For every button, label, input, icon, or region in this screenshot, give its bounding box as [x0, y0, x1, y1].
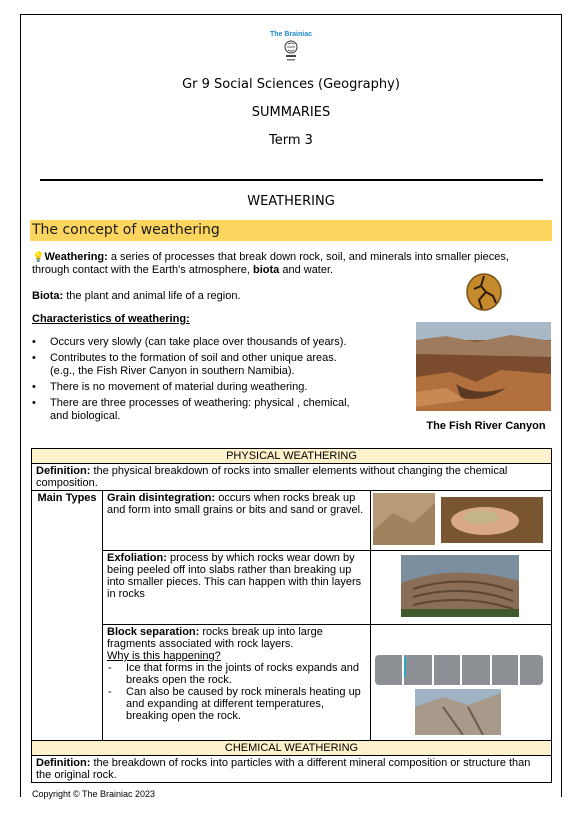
copyright: Copyright © The Brainiac 2023 — [32, 789, 156, 799]
table-heading: CHEMICAL WEATHERING — [32, 741, 552, 756]
term-label: Term 3 — [269, 133, 313, 148]
canyon-photo — [416, 322, 551, 411]
table-row: Block separation: rocks break up into large fragments associated with rock layers. Why is this happening? - Ice that forms in the joints of rocks expands and breaks open the rock. - Can also be caused by rock minerals heating up and expanding at different temperatures, breaking open the rock. — [103, 625, 371, 741]
image-caption: The Fish River Canyon — [426, 420, 546, 432]
page-subtitle: SUMMARIES — [251, 105, 331, 120]
table-row: Grain disintegration: occurs when rocks break up and form into small grains or bits and sand or gravel. — [103, 491, 371, 551]
chemical-definition: Definition: the breakdown of rocks into particles with a different mineral composition or structure than the original rock. — [32, 756, 552, 783]
gravel-photo — [373, 493, 545, 545]
characteristics-heading: Characteristics of weathering: — [32, 313, 190, 325]
table-heading: PHYSICAL WEATHERING — [32, 449, 552, 464]
exfoliation-photo — [373, 553, 545, 619]
cracked-rock-icon — [465, 272, 503, 312]
physical-weathering-table — [31, 448, 552, 783]
list-item: - Ice that forms in the joints of rocks expands and breaks open the rock. — [107, 662, 366, 686]
physical-definition: Definition: the physical breakdown of rocks into smaller elements without changing the chemical composition. — [32, 464, 552, 491]
section-heading — [30, 220, 552, 241]
divider — [40, 179, 543, 181]
list-item: • Contributes to the formation of soil and other unique areas. (e.g., the Fish River Canyon in southern Namibia). — [32, 352, 337, 377]
table-row: Exfoliation: process by which rocks wear down by being peeled off into slabs rather than breaking up into smaller pieces. This can happen with thin layers in rocks — [103, 551, 371, 625]
weathering-definition: 💡Weathering: a series of processes that break down rock, soil, and minerals into smaller pieces, through contact with the Earth's atmosphere, biota and water. — [32, 251, 509, 276]
topic-heading: WEATHERING — [247, 194, 335, 209]
biota-definition: Biota: the plant and animal life of a region. — [32, 290, 241, 302]
main-types-label: Main Types — [32, 491, 103, 741]
brand-name: The Brainiac — [269, 31, 312, 38]
block-separation-images — [371, 625, 552, 741]
block-separation-diagram — [373, 627, 545, 735]
exfoliation-image — [371, 551, 552, 625]
list-item: • There are three processes of weathering: physical , chemical, and biological. — [32, 397, 350, 422]
section-title: The concept of weathering — [32, 222, 220, 238]
page-title: Gr 9 Social Sciences (Geography) — [182, 77, 400, 92]
brainiac-logo-icon — [283, 40, 299, 62]
lightbulb-icon: 💡 — [32, 252, 45, 263]
grain-disintegration-images — [371, 491, 552, 551]
list-item: - Can also be caused by rock minerals heating up and expanding at different temperatures, breaking open the rock. — [107, 686, 366, 722]
